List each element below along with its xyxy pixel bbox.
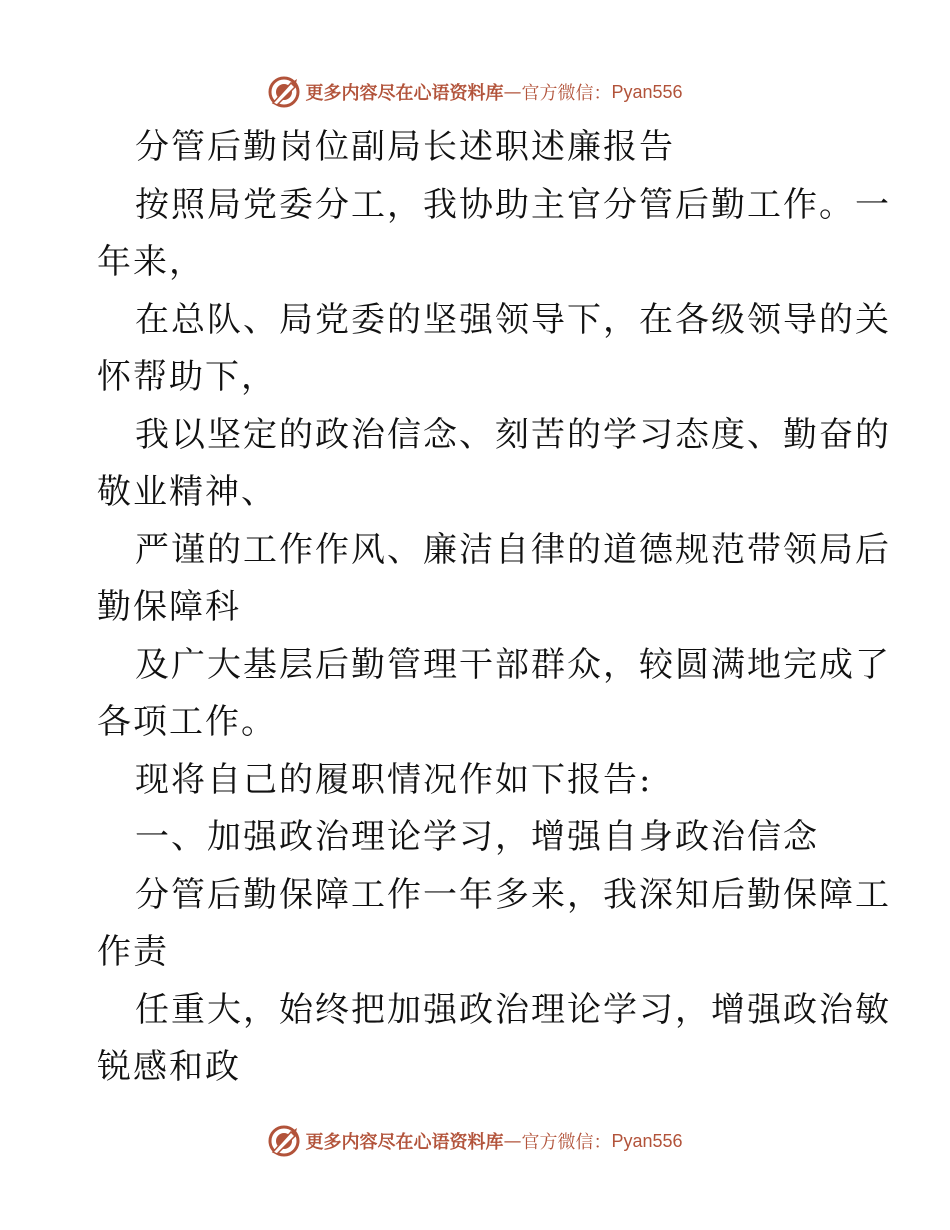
watermark-site-text: 更多内容尽在心语资料库 <box>305 83 504 104</box>
watermark-wechat-id: Pyan556 <box>611 1130 683 1151</box>
text-line: 年来， <box>97 242 205 282</box>
text-line: 锐感和政 <box>97 1047 241 1087</box>
text-line: 及广大基层后勤管理干部群众，较圆满地完成了 <box>135 644 891 685</box>
watermark-wechat-label: 官方微信： <box>521 1132 612 1153</box>
watermark-site-text: 更多内容尽在心语资料库 <box>305 1132 504 1153</box>
pen-logo-icon <box>267 75 301 109</box>
text-line: 任重大，始终把加强政治理论学习，增强政治敏 <box>135 989 891 1030</box>
pen-logo-icon <box>267 1124 301 1158</box>
watermark-wechat-label: 官方微信： <box>521 83 612 104</box>
watermark-banner-top <box>0 72 950 112</box>
watermark-banner-bottom <box>0 1121 950 1161</box>
text-line: 按照局党委分工，我协助主官分管后勤工作。一 <box>135 184 891 225</box>
text-line: 严谨的工作作风、廉洁自律的道德规范带领局后 <box>135 529 891 570</box>
text-line: 现将自己的履职情况作如下报告: <box>135 759 653 800</box>
document-body <box>97 119 891 1097</box>
text-line: 作责 <box>97 932 169 972</box>
section-heading: 一、加强政治理论学习，增强自身政治信念 <box>135 817 819 857</box>
watermark-dash: — <box>503 81 522 103</box>
text-line: 各项工作。 <box>97 702 277 742</box>
text-line: 分管后勤保障工作一年多来，我深知后勤保障工 <box>135 874 891 915</box>
text-line: 我以坚定的政治信念、刻苦的学习态度、勤奋的 <box>135 414 891 455</box>
watermark-dash: — <box>503 1130 522 1152</box>
watermark-wechat-id: Pyan556 <box>611 81 683 102</box>
text-line: 在总队、局党委的坚强领导下，在各级领导的关 <box>135 299 891 340</box>
text-line: 怀帮助下， <box>97 357 277 397</box>
document-title: 分管后勤岗位副局长述职述廉报告 <box>135 127 675 167</box>
text-line: 勤保障科 <box>97 587 241 627</box>
text-line: 敬业精神、 <box>97 472 277 512</box>
